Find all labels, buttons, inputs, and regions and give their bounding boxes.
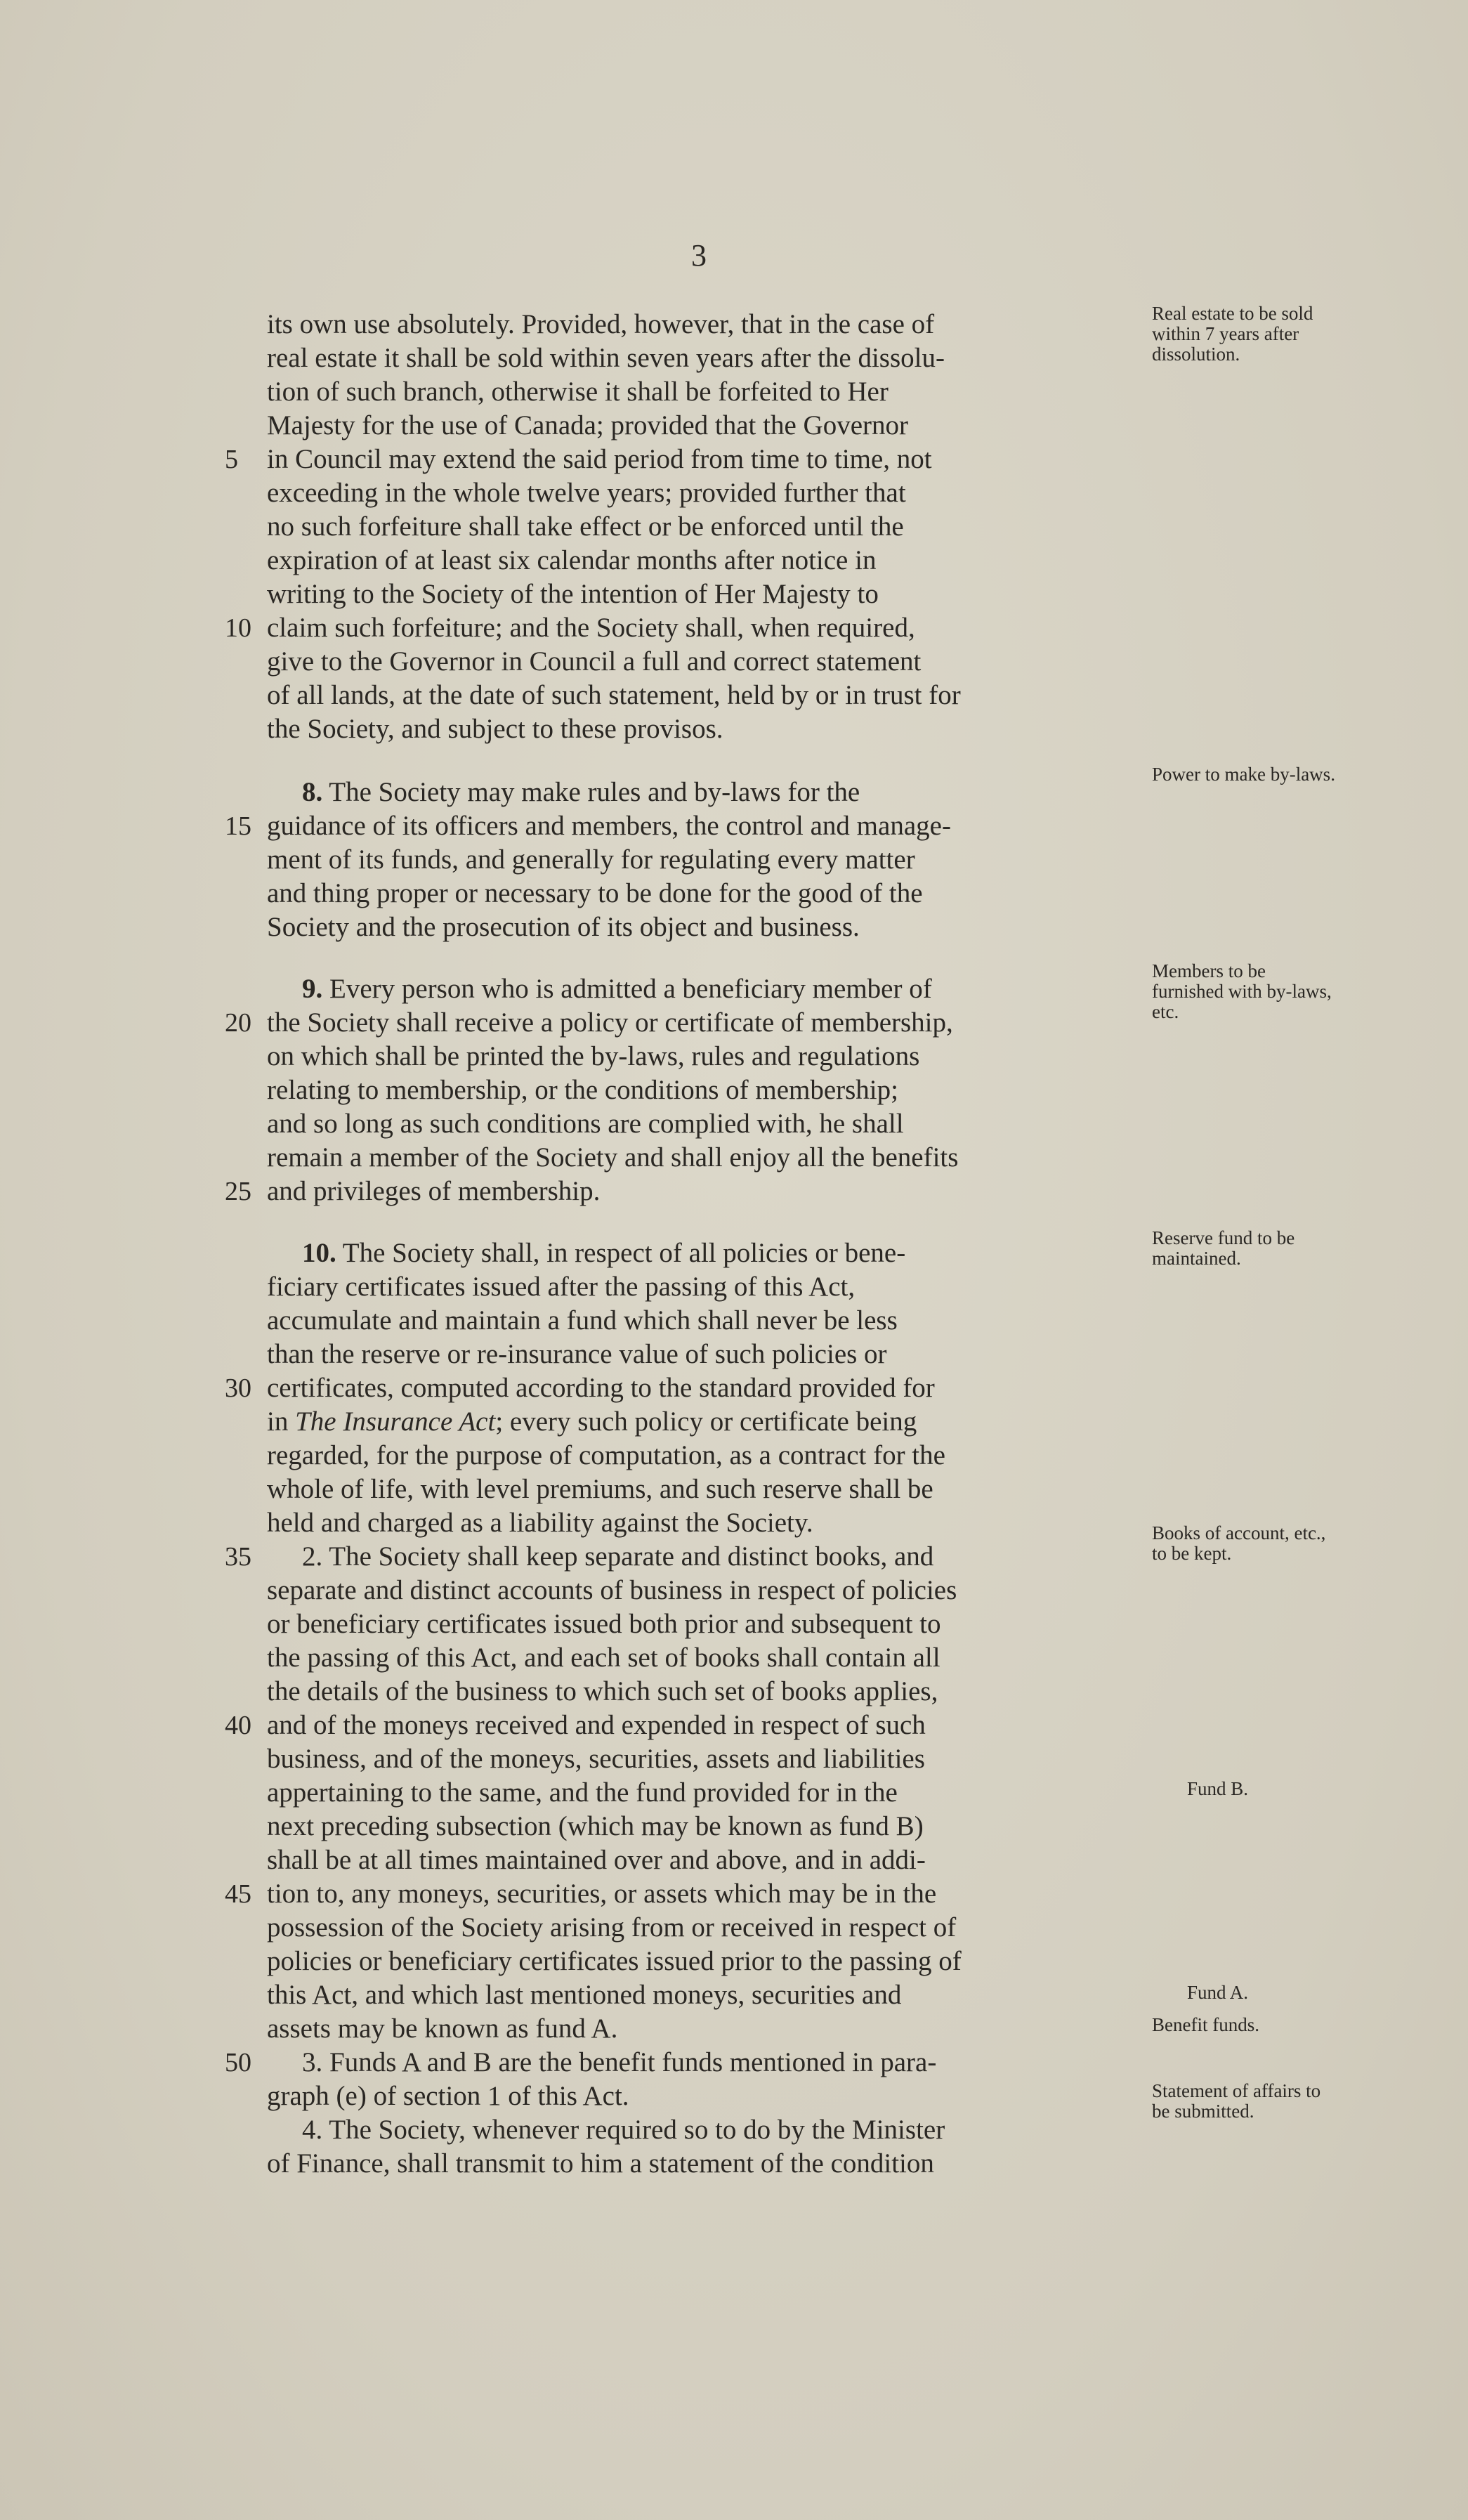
line-text: no such forfeiture shall take effect or be enforced until the	[267, 511, 904, 542]
line-text: and so long as such conditions are complied with, he shall	[267, 1109, 904, 1139]
line-number: 5	[225, 445, 238, 474]
line-text: policies or beneficiary certificates issued prior to the passing of	[267, 1946, 962, 1976]
text-line	[267, 910, 1159, 944]
line-text: the Society shall receive a policy or certificate of membership,	[267, 1007, 953, 1038]
line-text: exceeding in the whole twelve years; provided further that	[267, 478, 906, 508]
text-line	[267, 1040, 1159, 1073]
text-line	[267, 1877, 1159, 1911]
line-text: The Society shall, in respect of all policies or bene-	[342, 1238, 906, 1268]
text-line	[267, 2147, 1159, 2181]
line-text: 3. Funds A and B are the benefit funds mentioned in para-	[302, 2047, 937, 2077]
line-text: claim such forfeiture; and the Society shall, when required,	[267, 613, 915, 643]
line-text: certificates, computed according to the standard provided for	[267, 1373, 935, 1403]
line-text: ficiary certificates issued after the passing of this Act,	[267, 1272, 856, 1302]
line-text: ; every such policy or certificate being	[495, 1406, 917, 1437]
margin-note: Fund B.	[1187, 1778, 1249, 1799]
text-line	[267, 1141, 1159, 1175]
text-line	[267, 2080, 1159, 2113]
text-line	[267, 1439, 1159, 1473]
text-line	[267, 1175, 1159, 1208]
section-number: 9.	[302, 974, 323, 1004]
line-text: business, and of the moneys, securities, assets and liabilities	[267, 1744, 925, 1774]
text-line	[267, 1810, 1159, 1843]
text-line	[267, 375, 1159, 409]
line-text: accumulate and maintain a fund which shall never be less	[267, 1305, 898, 1336]
line-text: the Society, and subject to these provisos.	[267, 714, 723, 744]
text-line	[267, 1405, 1159, 1439]
line-text: possession of the Society arising from or received in respect of	[267, 1912, 957, 1943]
text-line	[267, 1574, 1159, 1607]
line-text: guidance of its officers and members, the control and manage-	[267, 811, 951, 841]
line-text: the passing of this Act, and each set of books shall contain all	[267, 1643, 941, 1673]
line-text: 2. The Society shall keep separate and distinct books, and	[302, 1541, 934, 1572]
section-number: 10.	[302, 1238, 336, 1268]
line-text: held and charged as a liability against the Society.	[267, 1508, 813, 1538]
text-line	[267, 1641, 1159, 1675]
text-line	[267, 645, 1159, 679]
text-line	[267, 341, 1159, 375]
text-line	[267, 1473, 1159, 1506]
line-text: Society and the prosecution of its object and business.	[267, 912, 860, 942]
line-text: graph (e) of section 1 of this Act.	[267, 2081, 629, 2111]
line-text: this Act, and which last mentioned moneys, securities and	[267, 1980, 902, 2010]
text-line	[267, 1776, 1159, 1810]
text-line	[267, 1742, 1159, 1776]
text-line	[302, 2046, 1194, 2080]
text-line	[302, 1540, 1194, 1574]
line-text: whole of life, with level premiums, and such reserve shall be	[267, 1474, 933, 1504]
line-text: or beneficiary certificates issued both prior and subsequent to	[267, 1609, 941, 1639]
margin-note: Books of account, etc., to be kept.	[1152, 1522, 1326, 1564]
line-text: Majesty for the use of Canada; provided that the Governor	[267, 410, 908, 440]
line-text: in Council may extend the said period from time to time, not	[267, 444, 932, 474]
line-number: 50	[225, 2048, 251, 2077]
text-line	[267, 1506, 1159, 1540]
text-line	[267, 679, 1159, 712]
text-line	[267, 409, 1159, 443]
text-line	[302, 2113, 1194, 2147]
line-text: of all lands, at the date of such statement, held by or in trust for	[267, 680, 961, 710]
line-number: 30	[225, 1373, 251, 1403]
line-text: expiration of at least six calendar months after notice in	[267, 545, 877, 575]
line-text: Every person who is admitted a beneficiary member of	[329, 974, 932, 1004]
margin-note: Statement of affairs to be submitted.	[1152, 2080, 1321, 2122]
text-line	[267, 476, 1159, 510]
line-text: 4. The Society, whenever required so to do by the Minister	[302, 2115, 945, 2145]
text-line	[267, 809, 1159, 843]
margin-note: Reserve fund to be maintained.	[1152, 1227, 1295, 1269]
line-text: writing to the Society of the intention of Her Majesty to	[267, 579, 879, 609]
text-line	[302, 972, 1194, 1006]
text-line	[267, 2012, 1159, 2046]
margin-note: Fund A.	[1187, 1982, 1249, 2003]
line-text: real estate it shall be sold within seven years after the dissolu-	[267, 343, 945, 373]
text-line	[267, 843, 1159, 877]
line-text: The Society may make rules and by-laws for the	[329, 777, 860, 807]
text-line	[267, 1371, 1159, 1405]
text-line	[267, 1607, 1159, 1641]
line-number: 40	[225, 1711, 251, 1740]
text-line	[267, 1338, 1159, 1371]
line-number: 45	[225, 1879, 251, 1909]
line-text: relating to membership, or the conditions of membership;	[267, 1075, 898, 1105]
line-text: and privileges of membership.	[267, 1176, 601, 1206]
line-text: shall be at all times maintained over and above, and in addi-	[267, 1845, 926, 1875]
line-number: 20	[225, 1008, 251, 1038]
line-text: give to the Governor in Council a full and correct statement	[267, 646, 922, 677]
margin-note: Members to be furnished with by-laws, etc.	[1152, 960, 1332, 1022]
line-text: and of the moneys received and expended in respect of such	[267, 1710, 926, 1740]
line-text: separate and distinct accounts of business in respect of policies	[267, 1575, 957, 1605]
line-text: tion to, any moneys, securities, or assets which may be in the	[267, 1879, 937, 1909]
text-line	[267, 308, 1159, 341]
text-line	[267, 1006, 1159, 1040]
line-text: appertaining to the same, and the fund provided for in the	[267, 1777, 898, 1808]
text-line	[267, 1911, 1159, 1945]
text-line	[267, 443, 1159, 476]
line-text: than the reserve or re-insurance value of such policies or	[267, 1339, 887, 1369]
line-number: 15	[225, 811, 251, 841]
line-text: remain a member of the Society and shall enjoy all the benefits	[267, 1142, 959, 1173]
text-line	[302, 776, 1194, 809]
line-text: tion of such branch, otherwise it shall be forfeited to Her	[267, 377, 889, 407]
line-text: of Finance, shall transmit to him a statement of the condition	[267, 2148, 934, 2179]
text-line	[302, 1236, 1194, 1270]
text-line	[267, 1709, 1159, 1742]
text-line	[267, 1073, 1159, 1107]
text-line	[267, 1675, 1159, 1709]
line-text: and thing proper or necessary to be done for the good of the	[267, 878, 923, 908]
text-prefix: in	[267, 1406, 296, 1437]
section-number: 8.	[302, 777, 323, 807]
text-line	[267, 1945, 1159, 1978]
text-line	[267, 1107, 1159, 1141]
margin-note: Power to make by-laws.	[1152, 764, 1335, 785]
margin-note: Real estate to be sold within 7 years after dissolution.	[1152, 303, 1313, 365]
margin-note: Benefit funds.	[1152, 2014, 1259, 2035]
text-line	[267, 1270, 1159, 1304]
text-line	[267, 1978, 1159, 2012]
line-text: assets may be known as fund A.	[267, 2013, 618, 2044]
line-text: the details of the business to which such set of books applies,	[267, 1676, 938, 1706]
line-number: 35	[225, 1542, 251, 1572]
text-line	[267, 877, 1159, 910]
text-line	[267, 510, 1159, 544]
page-number: 3	[691, 238, 707, 273]
text-line	[267, 712, 1159, 746]
line-text: its own use absolutely. Provided, however, that in the case of	[267, 309, 935, 339]
text-line	[267, 611, 1159, 645]
text-line	[267, 1843, 1159, 1877]
line-number: 25	[225, 1177, 251, 1206]
act-title: The Insurance Act	[295, 1406, 496, 1437]
line-text: on which shall be printed the by-laws, rules and regulations	[267, 1041, 920, 1071]
text-line	[267, 1304, 1159, 1338]
text-line	[267, 544, 1159, 577]
line-text: regarded, for the purpose of computation, as a contract for the	[267, 1440, 945, 1470]
line-number: 10	[225, 613, 251, 643]
line-text: next preceding subsection (which may be known as fund B)	[267, 1811, 924, 1841]
text-line	[267, 577, 1159, 611]
line-text: ment of its funds, and generally for regulating every matter	[267, 844, 915, 875]
